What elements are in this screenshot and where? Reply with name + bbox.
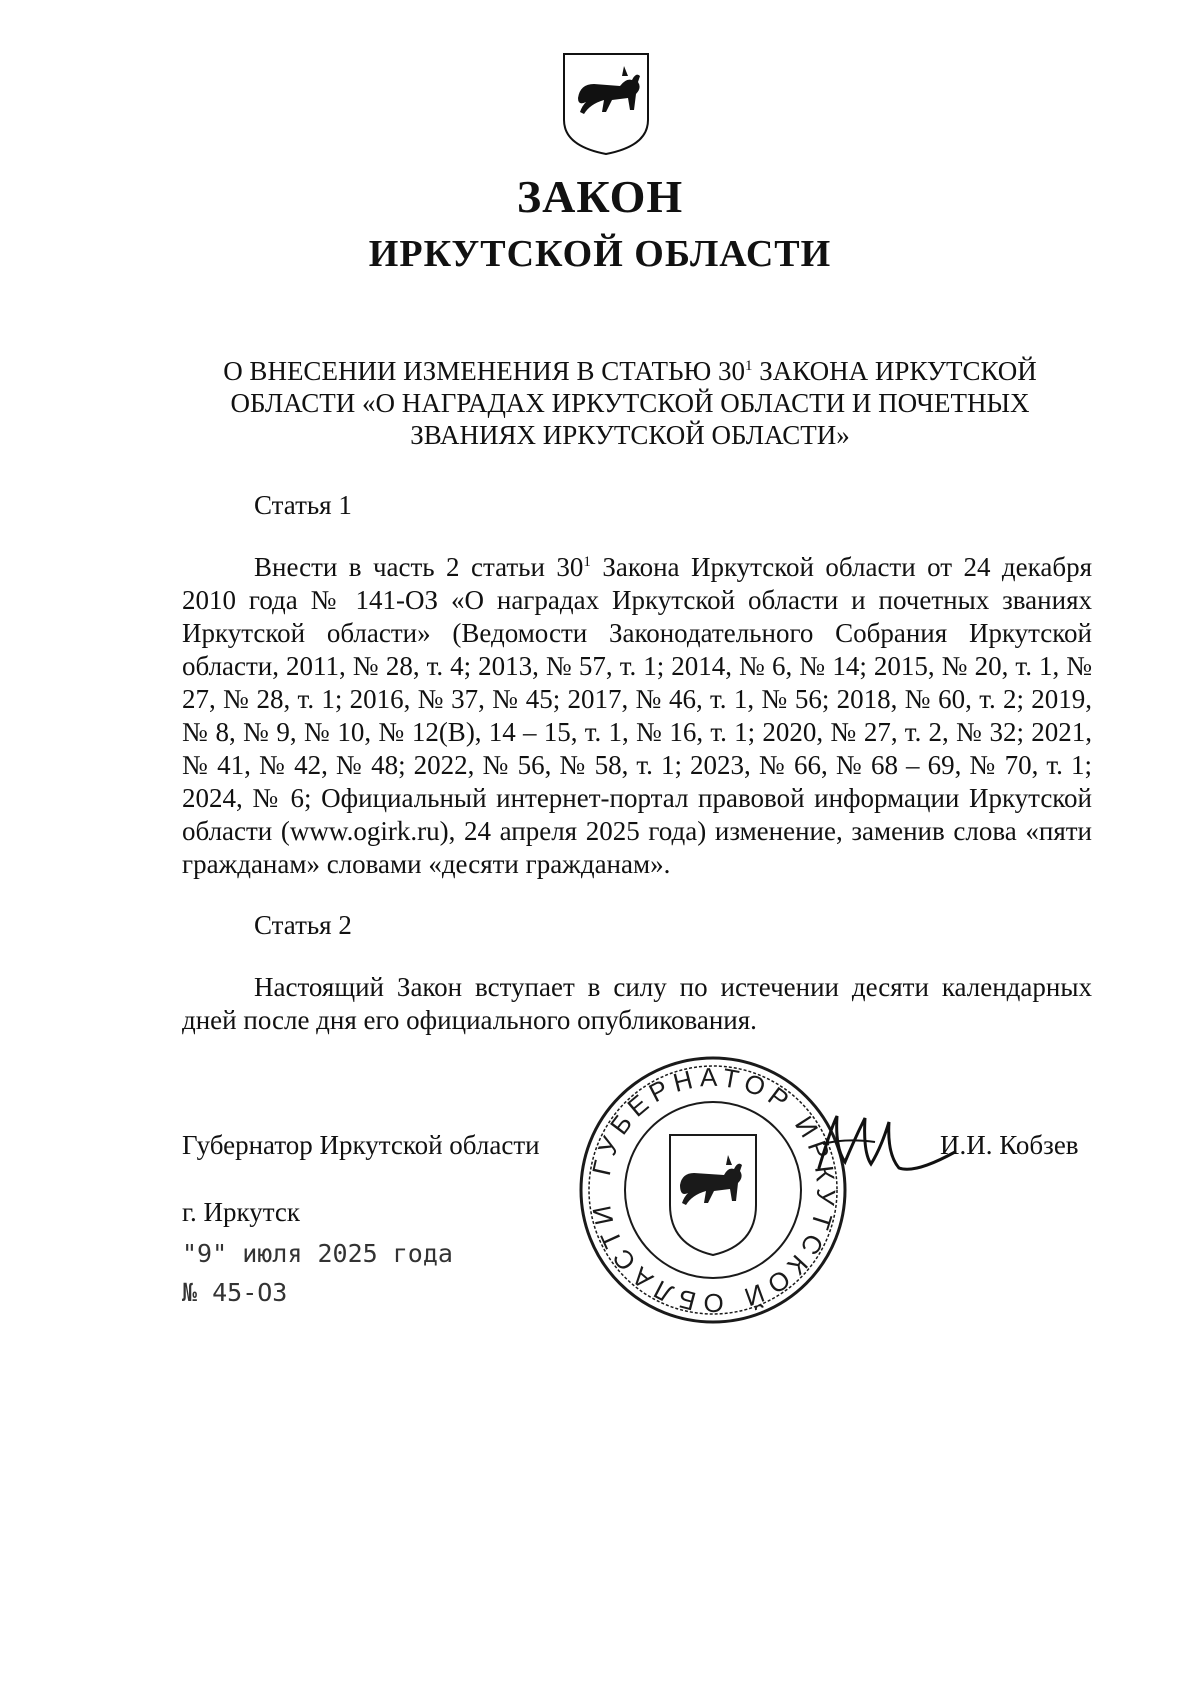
governor-name: И.И. Кобзев — [940, 1130, 1079, 1160]
article-2-text: Настоящий Закон вступает в силу по истечении десяти календарных дней после дня его официального опубликования. — [182, 972, 1092, 1035]
article-1-text: Внести в часть 2 статьи $30^1$ Закона Иркутской области от 24 декабря 2010 года № 141-ОЗ «О наградах Иркутской области и почетных званиях Иркутской области» (Ведомости Законодательного Собрания Иркутской области, 2011, № 28, т. 4; 2013, № 57, т. 1; 2014, № 6, № 14; 2015, № 20, т. 1, № 27, № 28, т. 1; 2016, № 37, № 45; 2017, № 46, т. 1, № 56; 2018, № 60, т. 2; 2019, № 8, № 9, № 10, № 12(В), 14 – 15, т. 1, № 16, т. 1; 2020, № 27, т. 2, № 32; 2021, № 41, № 42, № 48; 2022, № 56, № 58, т. 1; 2023, № 66, № 68 – 69, № 70, т. 1; 2024, № 6; Официальный интернет-портал правовой информации Иркутской области (www.ogirk.ru), 24 апреля 2025 года) изменение, заменив слова «пяти гражданам» словами «десяти гражданам». — [182, 552, 1092, 879]
signing-place: г. Иркутск — [182, 1197, 300, 1227]
law-subject-heading: О ВНЕСЕНИИ ИЗМЕНЕНИЯ В СТАТЬЮ $30^1$ ЗАКОНА ИРКУТСКОЙ ОБЛАСТИ «О НАГРАДАХ ИРКУТСКОЙ ОБЛАСТИ И ПОЧЕТНЫХ ЗВАНИЯХ ИРКУТСКОЙ ОБЛАСТИ» — [223, 356, 1037, 450]
law-number: № 45-ОЗ — [182, 1278, 288, 1307]
official-seal-icon — [578, 1055, 848, 1325]
document-title: ЗАКОН — [516, 171, 684, 222]
document-title-region: ИРКУТСКОЙ ОБЛАСТИ — [368, 233, 832, 275]
signature-icon — [815, 1108, 960, 1183]
article-2-title: Статья 2 — [254, 910, 352, 940]
signing-date: "9" июля 2025 года — [182, 1239, 453, 1268]
coat-of-arms-icon — [560, 50, 652, 158]
seal-ring-text: ГУБЕРНАТОР ИРКУТСКОЙ ОБЛАСТИ — [585, 1061, 842, 1319]
article-1-title: Статья 1 — [254, 490, 352, 520]
governor-title: Губернатор Иркутской области — [182, 1130, 540, 1160]
